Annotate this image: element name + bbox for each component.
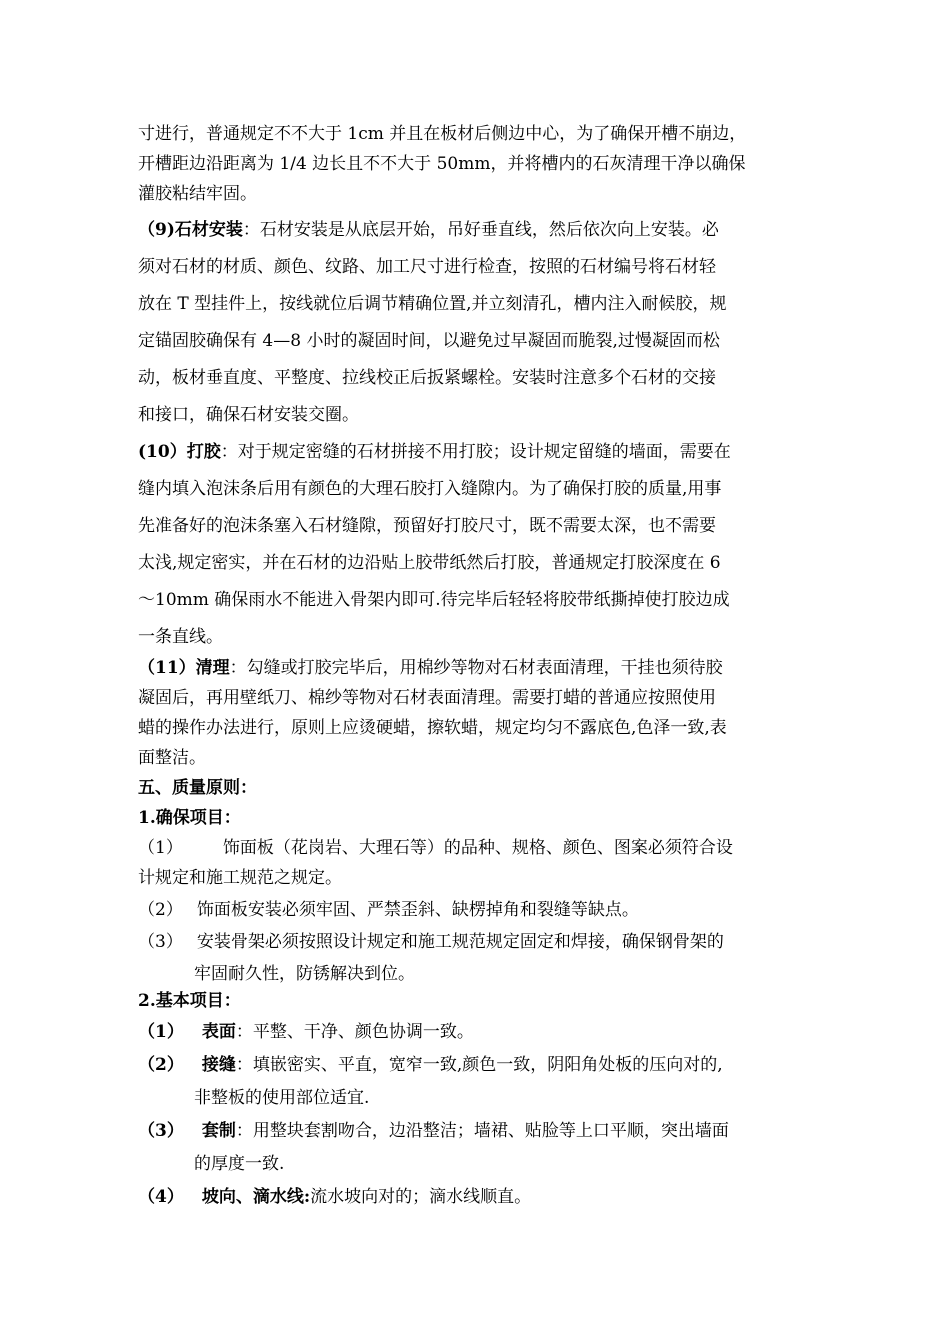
item-label: 接缝: [201, 1055, 236, 1075]
text-line: 蜡的操作办法进行，原则上应烫硬蜡，擦软蜡，规定均匀不露底色,色泽一致,表: [138, 718, 727, 738]
list-item-continuation: 计规定和施工规范之规定。: [138, 868, 342, 888]
item-number: （3）: [138, 932, 183, 952]
item-label: （9)石材安装: [138, 220, 243, 240]
text-line: 定锚固胶确保有 4—8 小时的凝固时间，以避免过早凝固而脆裂,过慢凝固而松: [138, 331, 720, 351]
list-item: [138, 895, 818, 927]
item-text: 流水坡向对的；滴水线顺直。: [310, 1187, 532, 1207]
paragraph-sealing: [138, 434, 818, 656]
subheading-guaranteed-items: 1.确保项目：: [138, 808, 241, 828]
text-line: 缝内填入泡沫条后用有颜色的大理石胶打入缝隙内。为了确保打胶的质量,用事: [138, 479, 722, 499]
text-line: [138, 653, 818, 683]
item-number: （2）: [138, 900, 183, 920]
item-text: ：用整块套割吻合，边沿整洁；墙裙、贴脸等上口平顺，突出墙面: [235, 1121, 729, 1141]
text-run: ：对于规定密缝的石材拼接不用打胶；设计规定留缝的墙面，需要在: [220, 442, 731, 462]
subheading-basic-items-wrap: [138, 986, 818, 1016]
item-text: ：填嵌密实、平直，宽窄一致,颜色一致，阴阳角处板的压向对的,: [235, 1055, 723, 1075]
paragraph-slot-cutting: [138, 119, 818, 209]
text-line: 灌胶粘结牢固。: [138, 184, 257, 204]
list-item-continuation: 牢固耐久性，防锈解决到位。: [194, 964, 415, 984]
item-number: （3）: [138, 1121, 184, 1141]
text-line: 太浅,规定密实，并在石材的边沿贴上胶带纸然后打胶，普通规定打胶深度在 6: [138, 553, 721, 573]
text-run: ：勾缝或打胶完毕后，用棉纱等物对石材表面清理，干挂也须待胶: [229, 658, 723, 678]
list-item: [138, 1115, 818, 1148]
paragraph-cleaning: [138, 653, 818, 773]
item-text: ：平整、干净、颜色协调一致。: [235, 1022, 474, 1042]
text-line: 凝固后，再用壁纸刀、棉纱等物对石材表面清理。需要打蜡的普通应按照使用: [138, 688, 716, 708]
item-label: 表面: [201, 1022, 236, 1042]
item-number: （1）: [138, 838, 183, 858]
text-line: 须对石材的材质、颜色、纹路、加工尺寸进行检查，按照的石材编号将石材轻: [138, 257, 716, 277]
list-item: [138, 1016, 818, 1049]
guaranteed-items-list: [138, 833, 818, 991]
text-line: 先准备好的泡沫条塞入石材缝隙，预留好打胶尺寸，既不需要太深，也不需要: [138, 516, 716, 536]
text-line: 和接口，确保石材安装交圈。: [138, 405, 359, 425]
text-run: ：石材安装是从底层开始，吊好垂直线，然后依次向上安装。必: [242, 220, 719, 240]
subheading-basic-items: 2.基本项目：: [138, 991, 241, 1011]
list-item-continuation: 非整板的使用部位适宜.: [194, 1088, 370, 1108]
list-item-continuation: 的厚度一致.: [194, 1154, 285, 1174]
text-line: 动，板材垂直度、平整度、拉线校正后扳紧螺栓。安装时注意多个石材的交接: [138, 368, 716, 388]
item-label: （11）清理: [138, 658, 230, 678]
text-line: 面整洁。: [138, 748, 206, 768]
list-item: [138, 927, 818, 959]
section-heading: 五、质量原则：: [138, 778, 257, 798]
basic-items-list: [138, 1016, 818, 1214]
item-text: 饰面板（花岗岩、大理石等）的品种、规格、颜色、图案必须符合设: [222, 838, 733, 858]
text-line: [138, 434, 818, 471]
item-text: 饰面板安装必须牢固、严禁歪斜、缺楞掉角和裂缝等缺点。: [196, 900, 639, 920]
text-line: 寸进行，普通规定不不大于 1cm 并且在板材后侧边中心，为了确保开槽不崩边，: [138, 124, 747, 144]
paragraph-stone-installation: [138, 212, 818, 434]
section-quality: [138, 773, 818, 833]
list-item: [138, 1049, 818, 1082]
text-line: 开槽距边沿距离为 1/4 边长且不不大于 50mm，并将槽内的石灰清理干净以确保: [138, 154, 746, 174]
text-line: ～10mm 确保雨水不能进入骨架内即可.待完毕后轻轻将胶带纸撕掉使打胶边成: [138, 590, 730, 610]
text-line: [138, 212, 818, 249]
item-label: 套制: [201, 1121, 236, 1141]
list-item: [138, 833, 818, 863]
item-number: （1）: [138, 1022, 184, 1042]
item-number: （2）: [138, 1055, 184, 1075]
item-label: 坡向、滴水线:: [201, 1187, 311, 1207]
text-line: 一条直线。: [138, 627, 223, 647]
item-text: 安装骨架必须按照设计规定和施工规范规定固定和焊接，确保钢骨架的: [196, 932, 724, 952]
item-label: (10）打胶: [138, 442, 221, 462]
text-line: 放在 T 型挂件上，按线就位后调节精确位置,并立刻清孔，槽内注入耐候胶，规: [138, 294, 727, 314]
item-number: （4）: [138, 1187, 184, 1207]
list-item: [138, 1181, 818, 1214]
